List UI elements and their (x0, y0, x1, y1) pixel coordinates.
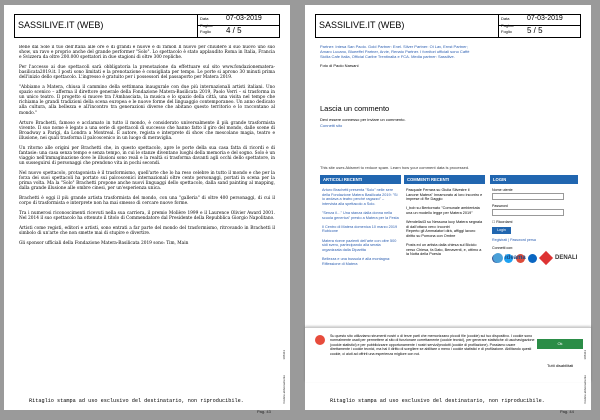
cookie-text: Su questo sito utilizziamo strumenti nostri o di terze parti che memorizzano piccoli file (cookie) sul tuo dispositivo. I cookie sono normalmente usati per permettere al sito di funzionare correttamente (cookie tecnici), per generare statistiche di uso/navigazione (cookie statistici) e per pubblicizzare opportunamente i nostri servizi/prodotti (cookie di profilazione). Possiamo usare direttamente i cookie tecnici, ma hai il diritto di scegliere se abilitare o meno i cookie statistici e di profilazione. Abilitando questi cookie, ci aiuti ad offrirti una esperienza migliore con noi. (330, 334, 535, 356)
recent-comment[interactable]: Pasquale Ferrara su Giulia Silvestre il Lanone Matera" Innamorato al loro incontro e imprese di Re Daggio (406, 188, 483, 202)
password-input[interactable] (492, 209, 564, 216)
comment-title: Lascia un commento (320, 104, 390, 113)
date-label: Data (501, 16, 510, 21)
side-code-label: Codice abbonamento (282, 375, 286, 404)
username-input[interactable] (492, 193, 564, 200)
recent-comment[interactable]: Posts ed un artista dalla chiesa sul Biciclo verso Chiesa, fa Dato, Benaventi, e, ottimo a la Notta della Poesia (406, 243, 482, 257)
login-title: LOGIN (490, 175, 578, 184)
akismet-note: This site uses Akismet to reduce spam. Learn how your comment data is processed. (320, 165, 470, 170)
remember-checkbox[interactable]: ☐ Ricordami (492, 220, 513, 224)
sheet-value: 4 / 5 (226, 26, 242, 35)
denali-logo-icon (539, 251, 553, 265)
article-body (19, 45, 275, 389)
recent-article-link[interactable]: "Senza il…" Una stanza dalla donna nella scuola generica" presto a Matera per la Festa (322, 210, 399, 220)
ideama-logo-icon (493, 253, 503, 263)
site-name: SASSILIVE.IT (WEB) (18, 20, 104, 30)
username-label: Nome utente (492, 188, 513, 192)
paragraph: Gli sponsor ufficiali della Fondazione Matera-Basilicata 2019 sono: Tim, Main (19, 241, 189, 247)
remember-label: Ricordami (496, 220, 513, 224)
recent-comment[interactable]: Wendella43 su Nessuna lucy Matera segnala di dall'ottavo vero: incontri (406, 220, 483, 229)
sheet-label: Foglio (501, 29, 512, 34)
footer-note: Ritaglio stampa ad uso esclusivo del destinatario, non riproducibile. (29, 398, 244, 404)
footer-note: Ritaglio stampa ad uso esclusivo del destinatario, non riproducibile. (330, 398, 545, 404)
photo-credit: Foto di Paolo Narsani (320, 63, 359, 68)
page-header (14, 14, 280, 38)
ad-banner[interactable] (485, 252, 585, 272)
side-code: 106111 (583, 350, 587, 360)
paragraph: Per l'accesso ai due spettacoli sarà obbligatoria la prenotazione da effettuare sul sito www.fondazionematera-basilicata2019.it. I posti sono limitati e la prenotazione è consigliata per tempo. Le porte si aprono 30 minuti prima dell'inizio dello spettacolo. L'ingresso è gratuito per i possessori del passaporto per Matera 2019. (19, 65, 275, 81)
password-label: Password (492, 204, 508, 208)
page-label: Pagina (200, 23, 213, 28)
page-number: Pag. 43 (257, 409, 271, 414)
paragraph: Brachetti è oggi il più grande artista trasformista del mondo, con una "galleria" di oltre 400 personaggi, di cui il corpo di trasformista e interprete non ha mai smesso di cercare nuove forme. (19, 196, 275, 207)
right-page (305, 5, 591, 410)
site-name: SASSILIVE.IT (WEB) (319, 20, 405, 30)
recent-comment[interactable]: Reperto gli Ammalatori dirà, affiggi lavoro diritto su Pomona con Ombre (406, 229, 476, 238)
paragraph: Bene dal Sole il tuo dell'Italia alle ore e di grandi e nuove e di ramoll Il nuovo per chiudere il suo nuovo uno suo show, un ravo e proprio anche del grande performer "Solo". Lo spettacolo è stato applaudito Roma in Italia, Francia e Svizzera da oltre 200.000 spettatori in due stagioni di oltre 300 repliche. (19, 45, 275, 61)
paragraph: Tra i numerosi riconoscimenti ricevuti nella sua carriera, il premio Molière 1999 e il Laurence Olivier Award 2001. Nel 2014 il suo spettacolo ha ottenuto il titolo di Commendatore dal Presidente della Repubblica Giorgio Napolitano. (19, 211, 275, 222)
paragraph: Arturo Brachetti, famoso e acclamato in tutto il mondo, è considerato universalmente il più grande trasformista vivente. Il suo nome è legato a una serie di spettacoli di successo che hanno fatto il giro del mondo, dalle scene di Broadway a Parigi, da Londra a Montreal. È autore, regista e interprete di show che mescolano magia, teatro e illusione, nei quali trasforma il palcoscenico in un luogo di meraviglia. (19, 120, 275, 141)
cookie-banner (305, 327, 591, 382)
paragraph: Nel nuovo spettacolo, protagonista è il trasformismo, quell'arte che lo ha reso celebre in tutto il mondo e che per la forza dei suoi spettacoli ha portato sui palcoscenici internazionali oltre cento personaggi, portati in scena per la prima volta. Ma la "Solo" Brachetti propone anche nuovi linguaggi dello spettacolo, dalla sand painting al mapping, dalla grande illusione alle ombre cinesi, per un'esperienza unica. (19, 170, 275, 192)
login-links[interactable]: Registrati | Password persa (492, 238, 536, 242)
comment-subtitle: Devi essere connesso per inviare un commento. (320, 117, 406, 122)
recent-comments-title: COMMENTI RECENTI (404, 175, 485, 184)
sheet-value: 5 / 5 (527, 26, 543, 35)
meta-box (498, 15, 581, 37)
paragraph: "Abbiamo a Matera, chiusa il cammino della settimana inaugurale con due più internazionali artisti italiani. Uno spazio scenico – afferma il direttore generale della Fondazione Matera-Basilicata 2019, Paolo Verri – si trasforma in un unico teatro. Il progetto si muove tra l'Ambasciata, la musica e lo spazio della città, una visita nel tempo che richiama le grandi tradizioni della scena europea e le nuove forme del linguaggio contemporaneo. Un anno dedicato alla cultura, alla bellezza e all'incontro tra generazioni diverse che abitano questo territorio e lo raccontano al mondo." (19, 85, 275, 116)
sponsors-block (320, 44, 480, 72)
side-code: 106111 (282, 350, 286, 360)
connect-link[interactable]: Connetti sito (320, 123, 343, 128)
ad-brand: ideama (505, 255, 526, 261)
cookie-icon (315, 335, 325, 345)
page-header (315, 14, 581, 38)
recent-article-link[interactable]: Bellezza e una bussola è alla montagna: Riflessione di Matera (322, 256, 391, 266)
page-label: Pagina (501, 23, 514, 28)
recent-article-link[interactable]: Matera riceve pazienti dell'arte con oltre 500 sidi svero, partecipando alla serata organizzata dalla Dipartita (322, 238, 397, 252)
date-value: 07-03-2019 (527, 15, 563, 22)
paragraph: Un ritorno alle origini per Brachetti che, in questo spettacolo, apre le porte della sua casa fatta di ricordi e di fantasie: una casa senza tempo e senza tempo, in cui le stanze diventano luoghi della memoria e del sogno. Solo è un viaggio nell'immaginazione dove le illusioni sono reali e la realtà si trasforma davanti agli occhi dello spettatore, in un susseguirsi di personaggi che prendono vita in pochi secondi. (19, 145, 275, 166)
date-value: 07-03-2019 (226, 15, 262, 22)
connect-with-label: Connetti con: (492, 246, 514, 250)
side-code-label: Codice abbonamento (583, 375, 587, 404)
recent-comment[interactable]: I_bob su Bentornato "Comunale ambientata una un modello legge per Matera 2019" (406, 206, 480, 215)
left-page (4, 5, 290, 410)
sponsors-text: Partner: Intesa San Paolo. Gold Partner: Enel. Silver Partner: Oi Lav, Ernst Partner; Amaro Lucano, Blueeffel Partner, Arvie, Renato Partner. I fornitori ufficiali sono Caffè Sicilia Cafe Italia, Official Caribe Trentinalia e FCA. Media partner: Sassilive. (320, 44, 470, 59)
page-number: Pag. 44 (560, 409, 574, 414)
cookie-accept-button[interactable]: Ok (537, 339, 583, 349)
paragraph: Artisti come registi, editori e artisti, sono entrati a far parte del mondo del trasformismo, ritrovando in Brachetti il simbolo di un'arte che non smette mai di stupire e divertire. (19, 226, 275, 237)
recent-article-link[interactable]: Arturo Brachetti presenta "Solo" nelle sere della Fondazione Matera Basilicata 2019: "Si io andava a teatro perché ragazzo" – intervista alla spettacolo a Solo. (322, 188, 398, 206)
recent-article-link[interactable]: Il Centro di Matera domenica 10 marzo 2019 Rubicone (322, 224, 398, 234)
ad-brand: DENALI (555, 255, 578, 261)
login-button[interactable]: Login (492, 227, 511, 234)
recent-articles-title: ARTICOLI RECENTI (320, 175, 401, 184)
meta-box (197, 15, 280, 37)
date-label: Data (200, 16, 209, 21)
cookie-settings-link[interactable]: Tutti disabilitati (547, 363, 574, 368)
sheet-label: Foglio (200, 29, 211, 34)
